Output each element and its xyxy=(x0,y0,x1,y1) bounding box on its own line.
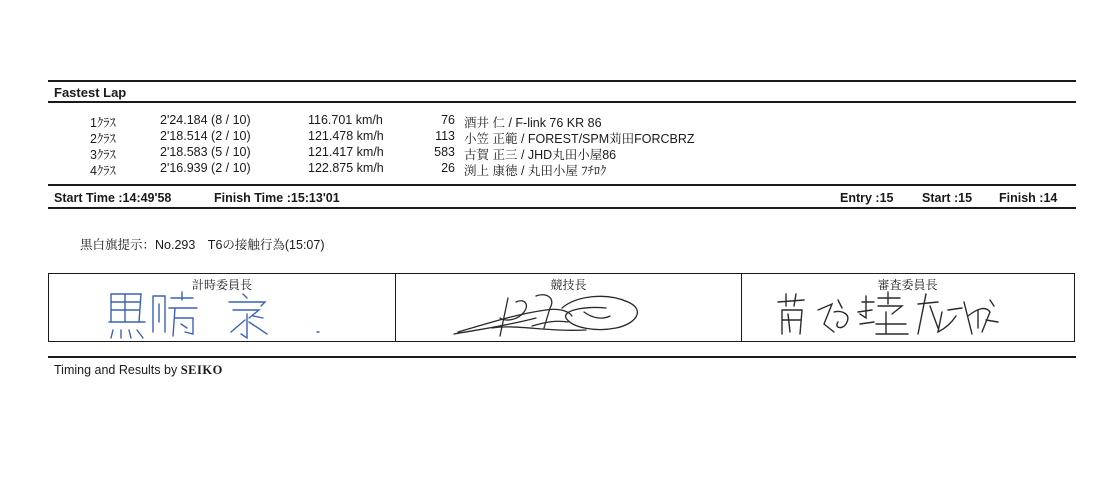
stats-bottom-rule xyxy=(48,207,1076,209)
handwritten-signature xyxy=(396,288,740,342)
start-time: Start Time :14:49'58 xyxy=(54,191,172,205)
lap-time: 2'16.939 (2 / 10) xyxy=(160,161,251,175)
signature-cell-timing-chief xyxy=(49,274,396,341)
signature-cell-race-director xyxy=(396,274,742,341)
signature-role: 競技長 xyxy=(550,278,587,292)
lap-speed: 122.875 km/h xyxy=(308,161,384,175)
footer-credit xyxy=(54,363,223,378)
lap-speed: 121.417 km/h xyxy=(308,145,384,159)
top-rule xyxy=(48,80,1076,82)
title-rule xyxy=(48,101,1076,103)
lap-speed: 116.701 km/h xyxy=(308,113,383,127)
finish-time: Finish Time :15:13'01 xyxy=(214,191,340,205)
lap-class: 3ｸﾗｽ xyxy=(90,148,116,162)
footer-rule xyxy=(48,356,1076,358)
car-number: 113 xyxy=(435,129,455,143)
handwritten-signature xyxy=(49,288,394,342)
seiko-logo: SEIKO xyxy=(180,363,223,377)
car-number: 583 xyxy=(434,145,455,159)
car-number: 76 xyxy=(441,113,455,127)
signature-role: 審査委員長 xyxy=(877,278,938,292)
lap-time: 2'24.184 (8 / 10) xyxy=(160,113,251,127)
section-title: Fastest Lap xyxy=(54,85,127,100)
finish-count: Finish :14 xyxy=(999,191,1058,205)
driver-team: 小笠 正範 / FOREST/SPM苅田FORCBRZ xyxy=(464,132,695,146)
footer-prefix: Timing and Results by xyxy=(54,363,178,377)
entry-count: Entry :15 xyxy=(840,191,894,205)
signature-cell-steward-chief xyxy=(742,274,1073,341)
car-number: 26 xyxy=(441,161,455,175)
lap-class: 4ｸﾗｽ xyxy=(90,164,116,178)
stats-top-rule xyxy=(48,184,1076,186)
lap-class: 1ｸﾗｽ xyxy=(90,116,116,130)
signature-role: 計時委員長 xyxy=(191,278,252,292)
lap-speed: 121.478 km/h xyxy=(308,129,384,143)
black-white-flag-notice: 黒白旗提示：No.293 T6の接触行為(15:07) xyxy=(80,238,325,252)
driver-team: 渕上 康徳 / 丸田小屋 ﾌﾁﾛｸ xyxy=(464,164,607,178)
driver-team: 酒井 仁 / F-link 76 KR 86 xyxy=(464,116,602,130)
driver-team: 古賀 正三 / JHD丸田小屋86 xyxy=(464,148,617,162)
signature-table xyxy=(48,273,1075,342)
lap-time: 2'18.514 (2 / 10) xyxy=(160,129,251,143)
lap-class: 2ｸﾗｽ xyxy=(90,132,116,146)
handwritten-signature xyxy=(742,288,1073,342)
lap-time: 2'18.583 (5 / 10) xyxy=(160,145,251,159)
start-count: Start :15 xyxy=(922,191,973,205)
